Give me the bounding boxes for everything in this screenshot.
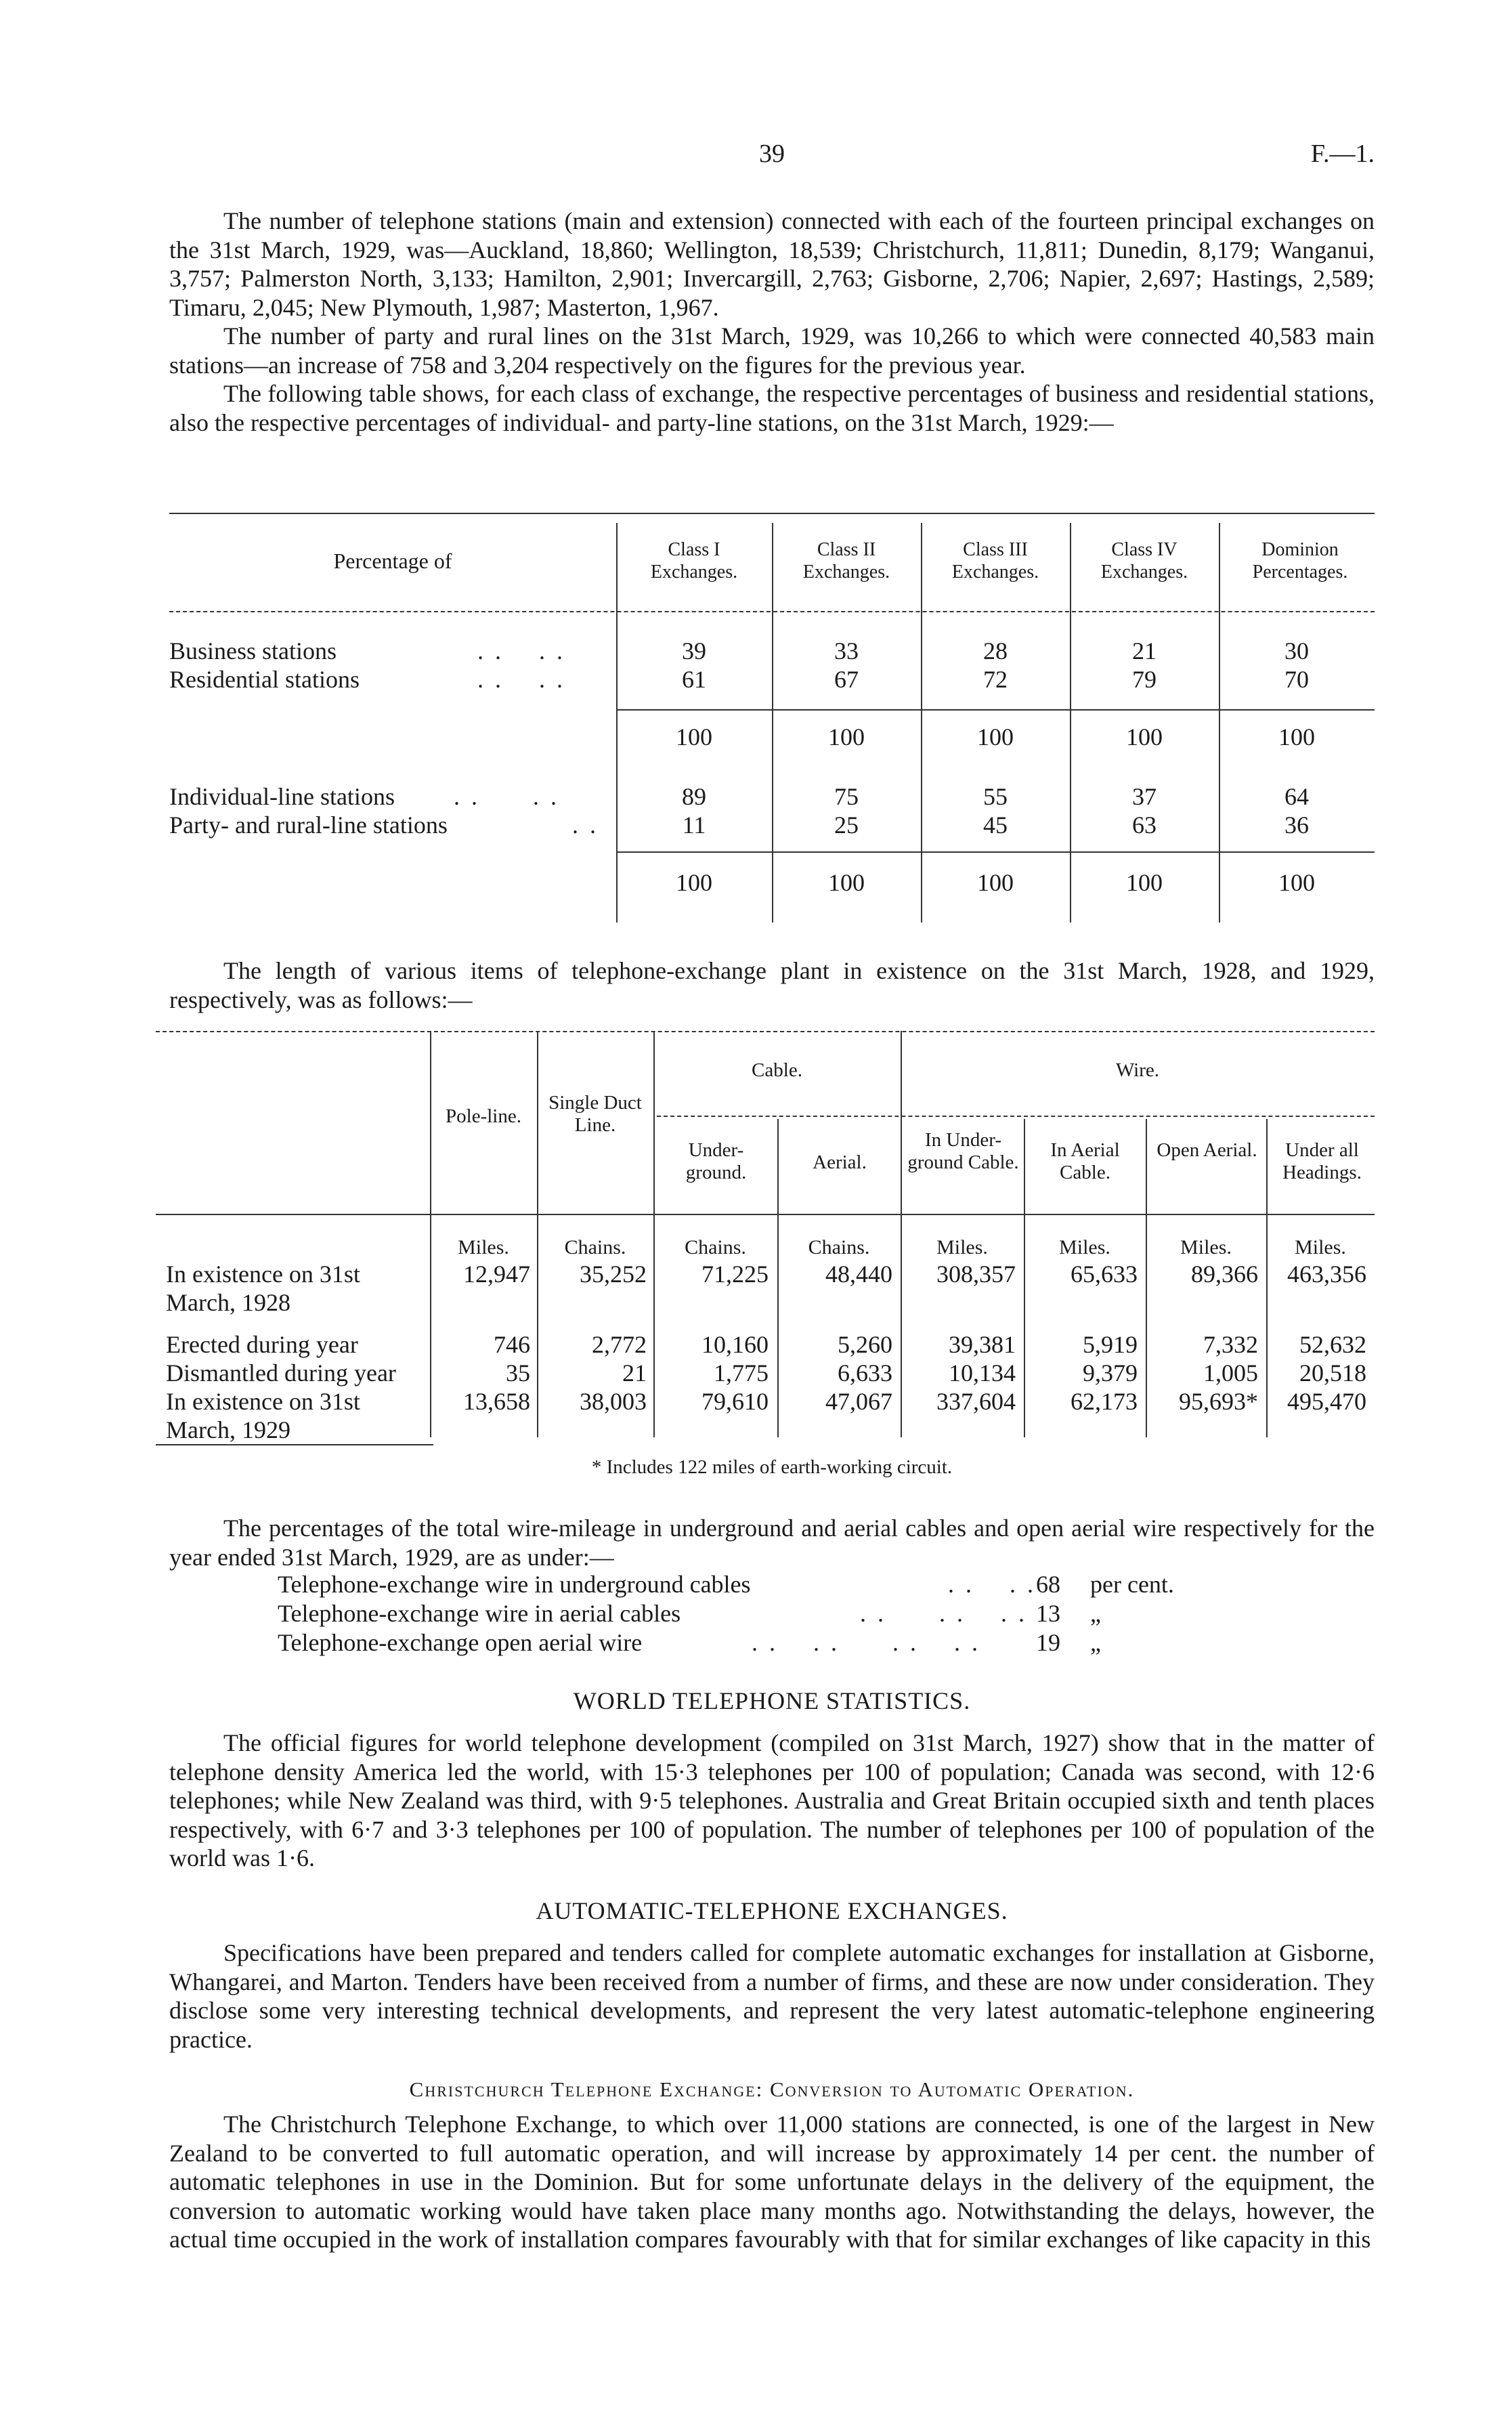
list-item: Telephone-exchange wire in aerial cables . . . . . . 13 „	[278, 1600, 1101, 1627]
table1-cell: 37	[1132, 783, 1157, 810]
table2-unit: Miles.	[1295, 1236, 1346, 1258]
table2-cell: 35,252	[580, 1261, 647, 1288]
table2-cell: 52,632	[1299, 1331, 1366, 1358]
table1-row-label: Business stations	[169, 637, 337, 664]
wire-percentage-unit: „	[1090, 1629, 1101, 1656]
table1-cell: 100	[828, 869, 865, 896]
wire-percentage-list	[278, 1570, 1293, 1657]
table2-cell: 5,919	[1083, 1331, 1138, 1358]
table1-cell: 100	[1278, 869, 1315, 896]
table2-cell: 48,440	[825, 1261, 892, 1288]
table2-row-label: In existence on 31st March, 1928	[166, 1261, 360, 1316]
table2-row-label: In existence on 31st March, 1929	[166, 1388, 360, 1443]
table1-cell: 25	[834, 811, 859, 839]
table2-unit: Chains.	[808, 1236, 870, 1258]
table2-unit: Miles.	[936, 1236, 988, 1258]
intro-paragraphs	[169, 207, 1375, 437]
plant-table	[156, 1031, 1375, 1464]
table1-cell: 67	[834, 666, 859, 693]
table2-cell: 62,173	[1071, 1388, 1138, 1415]
table2-unit: Chains.	[564, 1236, 626, 1258]
table1-header-class3: Class III Exchanges.	[951, 539, 1039, 583]
wire-percentage-label: Telephone-exchange wire in aerial cables	[278, 1600, 681, 1627]
paragraph-world-statistics: The official figures for world telephone development (compiled on 31st March, 1927) show that in the matter of telephone density America led the world, with 15·3 telephones per 100 of population; Canada was second, with 12·6 telephones; while New Zealand was third, with 9·5 telephones. Australia and Great Britain occupied sixth and tenth places respectively, with 6·7 and 3·3 telephones per 100 of population. The number of telephones per 100 of population of the world was 1·6.	[169, 1729, 1375, 1871]
paragraph-plant-intro: The length of various items of telephone-exchange plant in existence on the 31st March, 1928, and 1929, respectively, was as follows:—	[169, 957, 1375, 1013]
table2-header-pole: Pole-line.	[446, 1105, 521, 1127]
table1-cell: 45	[983, 811, 1008, 839]
table2-cell: 47,067	[825, 1388, 892, 1415]
table2-cell: 6,633	[838, 1359, 892, 1387]
table1-cell: 100	[676, 869, 712, 896]
wire-percentage-value: 19	[1036, 1629, 1060, 1656]
table1-cell: 75	[834, 783, 859, 810]
table1-row-label: Party- and rural-line stations	[169, 811, 448, 839]
wire-percentage-label: Telephone-exchange open aerial wire	[278, 1629, 643, 1656]
table1-cell: 64	[1284, 783, 1309, 810]
heading-world-statistics: WORLD TELEPHONE STATISTICS.	[573, 1687, 971, 1714]
table1-cell: 30	[1284, 637, 1309, 664]
table1-row-label: Residential stations	[169, 666, 360, 693]
table2-header-cable: Cable.	[752, 1059, 802, 1081]
table2-header-duct: Single Duct Line.	[548, 1092, 642, 1136]
table2-cell: 495,470	[1287, 1388, 1366, 1415]
table2-unit: Miles.	[1059, 1236, 1110, 1258]
table2-cell: 463,356	[1287, 1261, 1366, 1288]
world-statistics-section	[169, 1729, 1375, 1873]
table2-cell: 7,332	[1203, 1331, 1258, 1358]
table1-cell: 100	[977, 869, 1014, 896]
table1-cell: 72	[983, 666, 1008, 693]
table1-cell: 100	[977, 723, 1014, 750]
table2-cell: 95,693*	[1179, 1388, 1258, 1415]
page-header	[169, 139, 1375, 179]
table2-row-label: Erected during year	[166, 1331, 358, 1358]
list-item: Telephone-exchange wire in underground cables . . . . 68 per cent.	[278, 1571, 1174, 1598]
table2-unit: Chains.	[685, 1236, 746, 1258]
automatic-exchanges-section	[169, 1939, 1375, 2054]
table2-header-aerial: Aerial.	[813, 1151, 867, 1173]
table1-header-class1: Class I Exchanges.	[650, 539, 738, 583]
table2-header-in-aerial: In Aerial Cable.	[1050, 1139, 1120, 1183]
heading-christchurch: Christchurch Telephone Exchange: Conversion to Automatic Operation.	[409, 2077, 1135, 2101]
table2-footnote: * Includes 122 miles of earth-working circuit.	[591, 1456, 953, 1478]
table1-cell: 28	[983, 637, 1008, 664]
wire-percentage-unit: „	[1090, 1600, 1101, 1627]
table1-cell: 36	[1284, 811, 1309, 839]
table1-cell: 11	[682, 811, 706, 839]
table2-header-in-underground: In Under-ground Cable.	[907, 1129, 1019, 1173]
wire-percentage-value: 13	[1036, 1600, 1060, 1627]
table2-cell: 308,357	[936, 1261, 1016, 1288]
table2-unit: Miles.	[1180, 1236, 1232, 1258]
table2-header-under-all: Under all Headings.	[1282, 1139, 1362, 1183]
document-reference: F.—1.	[1310, 140, 1375, 168]
table2-header-open-aerial: Open Aerial.	[1157, 1139, 1257, 1161]
table1-cell: 21	[1132, 637, 1157, 664]
table2-cell: 71,225	[701, 1261, 769, 1288]
table1-cell: 100	[1126, 869, 1163, 896]
table2-cell: 39,381	[949, 1331, 1016, 1358]
table1-corner: Percentage of	[333, 549, 452, 573]
wire-percentage-value: 68	[1036, 1571, 1060, 1598]
paragraph-wire-percentages: The percentages of the total wire-mileage in underground and aerial cables and open aerial wire respectively for the year ended 31st March, 1929, are as under:—	[169, 1515, 1375, 1571]
table2-row-label: Dismantled during year	[166, 1359, 396, 1387]
table2-cell: 79,610	[701, 1388, 769, 1415]
table1-header-class2: Class II Exchanges.	[802, 539, 890, 583]
table2-cell: 38,003	[580, 1388, 647, 1415]
table1-cell: 70	[1284, 666, 1309, 693]
christchurch-section	[169, 2110, 1375, 2254]
table1-cell: 55	[983, 783, 1008, 810]
table2-cell: 13,658	[463, 1388, 530, 1415]
table2-unit: Miles.	[458, 1236, 509, 1258]
table1-cell: 61	[682, 666, 706, 693]
table1-cell: 33	[834, 637, 859, 664]
percentage-table: Percentage of Class I Exchanges. Class II Exchanges. Class III Exchanges. Class IV Exchanges. Dominion Percentages. Business stations . . . . Residential stations . . . . Individual-line stations . . . . Party- and rural-line stations . . 39 33 28 21 30 61 67 72 79 70 100 100 100 100 100 89 75 55 37 64 11 25 45 63 36 100 100 100 100 100	[169, 513, 1375, 934]
wire-percent-intro	[169, 1514, 1375, 1571]
paragraph-party-rural-lines: The number of party and rural lines on the 31st March, 1929, was 10,266 to which were connected 40,583 main stations—an increase of 758 and 3,204 respectively on the figures for the previous year.	[169, 322, 1375, 379]
table2-cell: 10,134	[949, 1359, 1016, 1387]
table2-cell: 65,633	[1071, 1261, 1138, 1288]
table2-cell: 20,518	[1299, 1359, 1366, 1387]
page-number: 39	[759, 140, 785, 168]
table1-cell: 100	[1278, 723, 1315, 750]
table2-cell: 2,772	[592, 1331, 647, 1358]
table2-cell: 746	[494, 1331, 530, 1358]
table2-cell: 89,366	[1191, 1261, 1258, 1288]
table1-header-class4: Class IV Exchanges.	[1100, 539, 1188, 583]
paragraph-table-intro: The following table shows, for each class of exchange, the respective percentages of business and residential stations, also the respective percentages of individual- and party-line stations, on the 31st March, 1929:—	[169, 380, 1375, 436]
table2-header-wire: Wire.	[1115, 1059, 1160, 1081]
table1-cell: 63	[1132, 811, 1157, 839]
table2-cell: 35	[506, 1359, 530, 1387]
table2-header-underground: Under-ground.	[685, 1139, 747, 1183]
plant-intro	[169, 956, 1375, 1014]
table1-header-dominion: Dominion Percentages.	[1252, 539, 1348, 583]
table2-cell: 337,604	[936, 1388, 1016, 1415]
table2-cell: 9,379	[1083, 1359, 1138, 1387]
table1-cell: 100	[676, 723, 712, 750]
paragraph-christchurch: The Christchurch Telephone Exchange, to which over 11,000 stations are connected, is one of the largest in New Zealand to be converted to full automatic operation, and will increase by approximately 14 per cent. the number of automatic telephones in use in the Dominion. But for some unfortunate delays in the delivery of the equipment, the conversion to automatic working would have taken place many months ago. Notwithstanding the delays, however, the actual time occupied in the work of installation compares favourably with that for similar exchanges of like capacity in this	[169, 2111, 1375, 2253]
table2-cell: 1,005	[1203, 1359, 1258, 1387]
table2-cell: 5,260	[838, 1331, 892, 1358]
table1-cell: 89	[682, 783, 706, 810]
table1-row-label: Individual-line stations	[169, 783, 395, 810]
table2-cell: 1,775	[714, 1359, 769, 1387]
table2-cell: 21	[622, 1359, 647, 1387]
table1-cell: 39	[682, 637, 706, 664]
list-item: Telephone-exchange open aerial wire . . . . . . . . 19 „	[278, 1629, 1101, 1656]
table1-cell: 100	[828, 723, 865, 750]
table2-cell: 10,160	[701, 1331, 769, 1358]
table1-cell: 100	[1126, 723, 1163, 750]
wire-percentage-unit: per cent.	[1090, 1571, 1174, 1598]
paragraph-exchange-stations: The number of telephone stations (main and extension) connected with each of the fourteen principal exchanges on the 31st March, 1929, was—Auckland, 18,860; Wellington, 18,539; Christchurch, 11,811; Dunedin, 8,179; Wanganui, 3,757; Palmerston North, 3,133; Hamilton, 2,901; Invercargill, 2,763; Gisborne, 2,706; Napier, 2,697; Hastings, 2,589; Timaru, 2,045; New Plymouth, 1,987; Masterton, 1,967.	[169, 207, 1375, 321]
table1-cell: 79	[1132, 666, 1157, 693]
paragraph-automatic-exchanges: Specifications have been prepared and tenders called for complete automatic exchanges for installation at Gisborne, Whangarei, and Marton. Tenders have been received from a number of firms, and these are now under consideration. They disclose some very interesting technical developments, and represent the very latest automatic-telephone engineering practice.	[169, 1939, 1375, 2053]
wire-percentage-label: Telephone-exchange wire in underground cables	[278, 1571, 751, 1598]
table2-cell: 12,947	[463, 1261, 530, 1288]
heading-automatic-exchanges: AUTOMATIC-TELEPHONE EXCHANGES.	[536, 1897, 1008, 1924]
